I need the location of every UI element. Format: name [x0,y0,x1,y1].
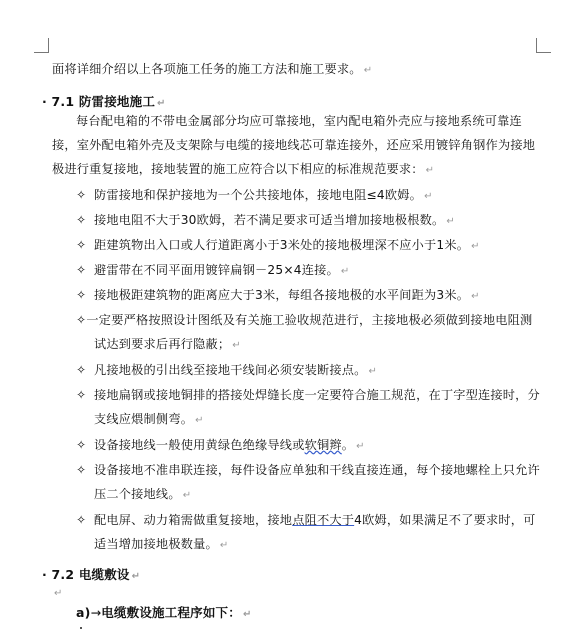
bullet-text: 适当增加接地极数量。 [94,537,218,551]
bullet-text: 凡接地极的引出线至接地干线间必须安装断接点。 [94,363,367,377]
list-marker-dot: · [42,94,47,109]
bullet-item-4[interactable] [76,261,349,278]
bullet-item-8-line-2[interactable] [94,410,204,427]
paragraph-mark-icon: ↵ [232,340,241,351]
bullet-item-6[interactable] [76,311,532,328]
bullet-text: 一定要严格按照设计图纸及有关施工验收规范进行，主接地极必须做到接地电阻测 [86,313,533,327]
bullet-text: 距建筑物出入口或人行道距离小于3米处的接地极埋深不应小于1米。 [94,238,470,252]
bullet-text: 避雷带在不同平面用镀锌扁钢－25×4连接。 [94,263,339,277]
paragraph-mark-icon: ↵ [242,609,252,620]
diamond-bullet-icon: ✧ [76,238,87,252]
subheading-title: 电缆敷设施工程序如下： [101,605,241,620]
heading-7-1[interactable] [42,92,166,110]
paragraph-mark-icon: ↵ [131,571,141,582]
paragraph-mark-icon: ↵ [356,441,365,452]
bullet-text: 设备接地线一般使用黄绿色绝缘导线或 [94,438,305,452]
diamond-bullet-icon: ✧ [76,388,87,402]
bullet-item-2[interactable] [76,211,455,228]
para1-line-3-text: 极进行重复接地，接地装置的施工应符合以下相应的标准规范要求： [52,162,424,176]
page-corner-mark-left [34,38,49,53]
paragraph-mark-icon: ↵ [424,191,433,202]
diamond-bullet-icon: ✧ [76,263,87,277]
bullet-text: 防雷接地和保护接地为一个公共接地体，接地电阻≤4欧姆。 [94,188,423,202]
bullet-item-9[interactable] [76,436,365,453]
paragraph-mark-icon: ↵ [446,216,455,227]
list-marker-dot: · [42,567,47,582]
subheading-a[interactable] [76,603,252,621]
heading-7-2[interactable] [42,565,140,583]
paragraph-mark-icon: ↵ [54,588,63,599]
underlined-term: 点阻不大于 [292,513,355,527]
text-cursor-marker [80,627,82,629]
heading-number: 7.1 [51,94,75,109]
empty-paragraph[interactable] [52,585,63,599]
bullet-text: 压二个接地线。 [94,487,181,501]
paragraph-mark-icon: ↵ [471,241,480,252]
diamond-bullet-icon: ✧ [76,513,87,527]
diamond-bullet-icon: ✧ [76,188,87,202]
intro-line[interactable] [52,60,372,77]
bullet-item-10[interactable] [76,461,540,478]
bullet-item-7[interactable] [76,361,377,378]
bullet-text: 支线应煨制侧弯。 [94,412,194,426]
bullet-text: 试达到要求后再行隐蔽； [94,337,231,351]
paragraph-mark-icon: ↵ [471,291,480,302]
bullet-item-1[interactable] [76,186,433,203]
para1-line-2[interactable]: 接，室外配电箱外壳及支架除与电缆的接地线芯可靠连接外，还应采用镀锌角钢作为接地 [52,138,536,152]
para1-line-3[interactable] [52,160,434,177]
bullet-item-3[interactable] [76,236,480,253]
diamond-bullet-icon: ✧ [76,213,87,227]
diamond-bullet-icon: ✧ [76,288,87,302]
bullet-text: 配电屏、动力箱需做重复接地，接地 [94,513,293,527]
paragraph-mark-icon: ↵ [219,540,229,551]
paragraph-mark-icon: ↵ [195,415,204,426]
bullet-text: 设备接地不准串联连接，每件设备应单独和干线直接连通，每个接地螺栓上只允许 [94,463,540,477]
underlined-term: 软铜辫 [304,438,342,452]
para1-line-1[interactable]: 每台配电箱的不带电金属部分均应可靠接地，室内配电箱外壳应与接地系统可靠连 [76,114,522,128]
paragraph-mark-icon: ↵ [340,266,350,277]
paragraph-mark-icon: ↵ [368,366,378,377]
heading-number: 7.2 [51,567,75,582]
paragraph-mark-icon: ↵ [425,165,435,176]
bullet-text: 4欧姆，如果满足不了要求时，可 [354,513,536,527]
bullet-item-5[interactable] [76,286,480,303]
bullet-item-11-line-2[interactable] [94,535,228,552]
page-corner-mark-right [536,38,551,53]
diamond-bullet-icon: ✧ [76,463,87,477]
diamond-bullet-icon: ✧ [76,313,87,327]
bullet-item-8[interactable] [76,386,540,403]
heading-title: 电缆敷设 [78,567,130,582]
paragraph-mark-icon: ↵ [363,65,373,76]
bullet-text: 。 [341,438,355,452]
bullet-item-6-line-2[interactable] [94,335,241,352]
paragraph-mark-icon: ↵ [157,98,166,109]
diamond-bullet-icon: ✧ [76,438,87,452]
subheading-label: a) [76,605,91,620]
bullet-text: 接地扁钢或接地铜排的搭接处焊缝长度一定要符合施工规范，在丁字型连接时，分 [94,388,540,402]
bullet-text: 接地极距建筑物的距离应大于3米，每组各接地极的水平间距为3米。 [94,288,470,302]
bullet-text: 接地电阻不大于30欧姆，若不满足要求可适当增加接地极根数。 [94,213,445,227]
bullet-item-11[interactable] [76,511,536,528]
arrow-icon: → [90,605,102,620]
diamond-bullet-icon: ✧ [76,363,87,377]
paragraph-mark-icon: ↵ [182,490,192,501]
bullet-item-10-line-2[interactable] [94,485,191,502]
heading-title: 防雷接地施工 [78,94,156,109]
intro-text: 面将详细介绍以上各项施工任务的施工方法和施工要求。 [52,62,362,76]
